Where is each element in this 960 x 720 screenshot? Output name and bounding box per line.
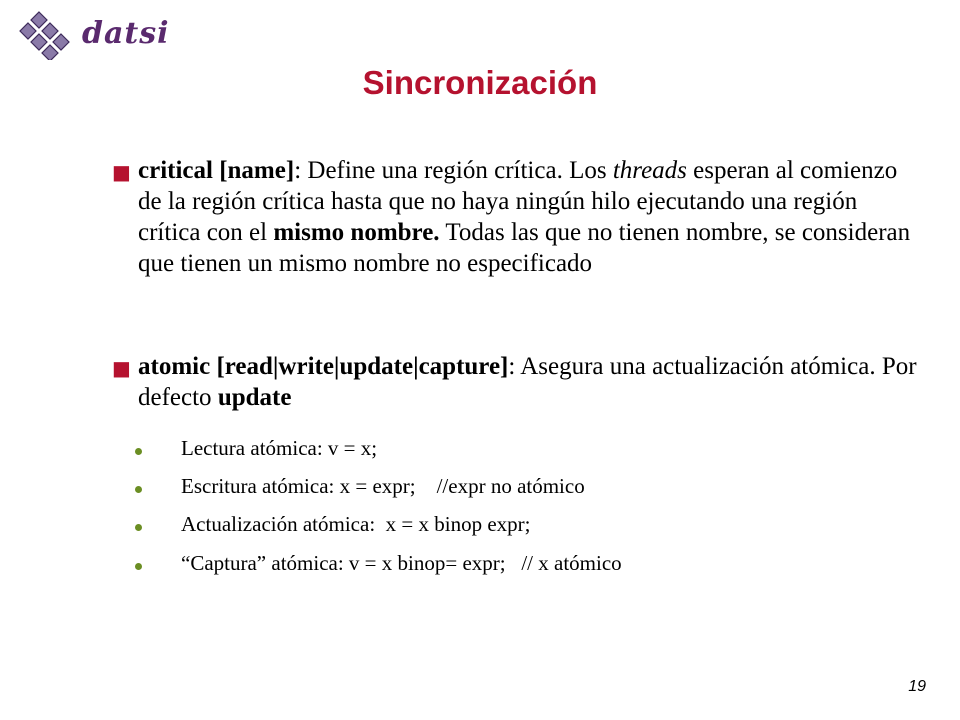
sub-item-read: Lectura atómica: v = x;: [181, 436, 378, 460]
square-bullet-icon: ■: [112, 160, 131, 184]
atomic-text-1: : Asegura una actualización atómica. Por defecto: [138, 353, 917, 411]
slide-title: Sincronización: [362, 64, 598, 101]
critical-text-3: Todas las que no tienen nombre, se consideran que tienen un mismo nombre no especificado: [138, 219, 911, 277]
critical-term: critical [name]: [138, 157, 295, 184]
logo-text: datsi: [82, 16, 170, 51]
atomic-term: atomic [read|write|update|capture]: [138, 353, 509, 380]
sub-item-capture: “Captura” atómica: v = x binop= expr; // x atómico: [181, 551, 622, 575]
circle-bullet-icon: [135, 486, 142, 493]
bullet-atomic: [138, 351, 918, 413]
critical-text-1: : Define una región crítica. Los: [294, 157, 613, 184]
datsi-logo: [14, 10, 170, 62]
atomic-text-bold: update: [217, 384, 292, 411]
diamond-cluster-icon: [14, 10, 80, 60]
circle-bullet-icon: [135, 563, 142, 570]
circle-bullet-icon: [135, 448, 142, 455]
critical-text-em: threads: [612, 157, 687, 184]
page-number: 19: [908, 678, 926, 695]
critical-text-2: esperan al comienzo de la región crítica hasta que no haya ningún hilo ejecutando una región crítica con el: [138, 157, 898, 246]
critical-text-bold: mismo nombre.: [273, 219, 440, 246]
square-bullet-icon: ■: [112, 356, 131, 380]
circle-bullet-icon: [135, 524, 142, 531]
sub-item-write: Escritura atómica: x = expr; //expr no atómico: [181, 474, 585, 498]
sub-item-update: Actualización atómica: x = x binop expr;: [181, 512, 531, 536]
bullet-critical: [138, 155, 918, 279]
